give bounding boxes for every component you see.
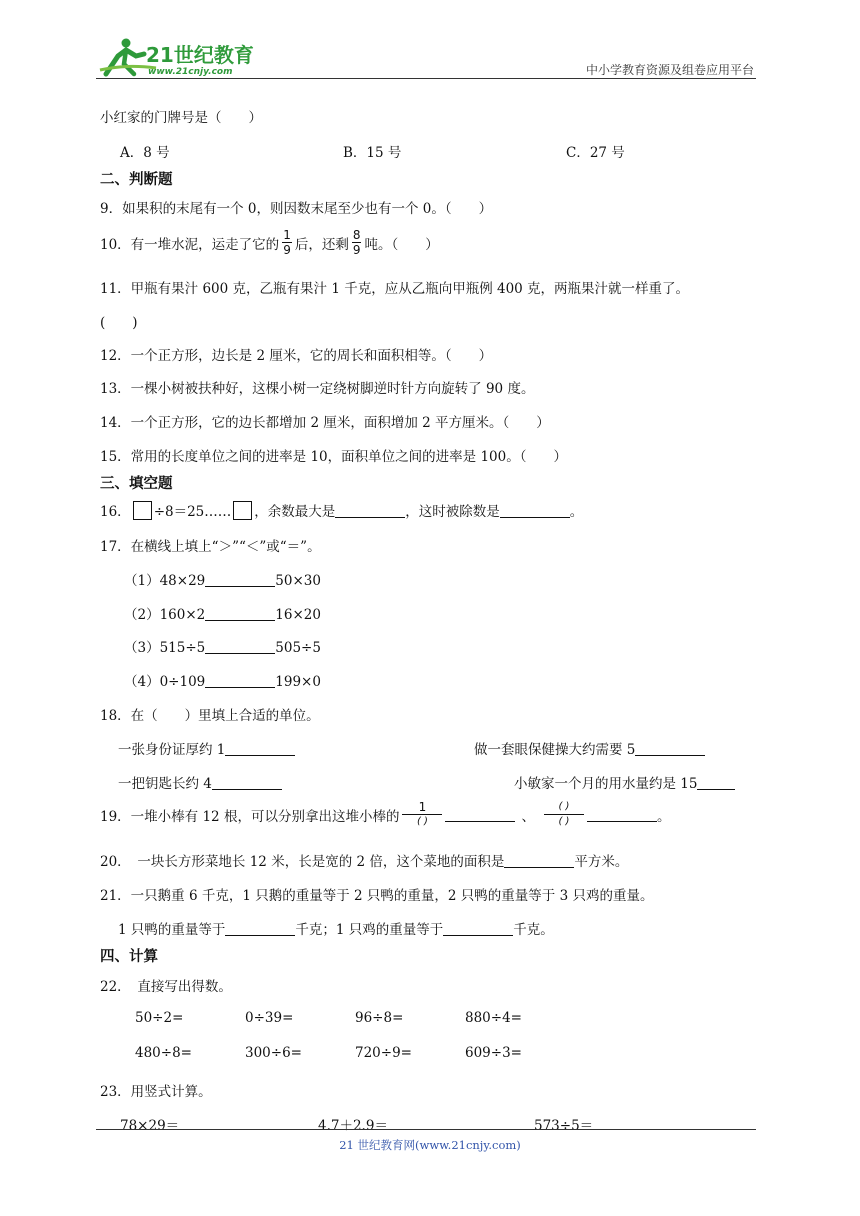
answer-blank[interactable] — [587, 808, 657, 822]
answer-blank[interactable] — [212, 776, 282, 790]
answer-blank[interactable] — [635, 742, 705, 756]
answer-blank[interactable] — [225, 922, 295, 936]
platform-title: 中小学教育资源及组卷应用平台 — [585, 63, 754, 77]
answer-blank[interactable] — [225, 742, 295, 756]
question-20: 20． 一块长方形菜地长 12 米，长是宽的 2 倍，这个菜地的面积是 平方米。 — [100, 854, 629, 870]
question-18: 18．在（ ）里填上合适的单位。 — [100, 708, 320, 724]
q18-item-d: 小敏家一个月的用水量约是 15 — [514, 772, 735, 792]
header-divider — [96, 78, 756, 79]
question-12: 12．一个正方形，边长是 2 厘米，它的周长和面积相等。（ ） — [100, 348, 493, 364]
fraction-blank-blank: $\frac{( )}{( )}$ — [544, 800, 584, 829]
q22-expr: 0÷39= — [245, 1010, 294, 1026]
q10-text-c: 吨。（ ） — [364, 236, 439, 253]
answer-blank[interactable] — [205, 573, 275, 587]
q23-expr: 4.7＋2.9＝ — [318, 1118, 388, 1134]
fraction-8-9: $\frac{8}{9}$ — [352, 228, 361, 257]
question-14: 14．一个正方形，它的边长都增加 2 厘米，面积增加 2 平方厘米。（ ） — [100, 415, 550, 431]
section-calc-heading: 四、计算 — [100, 949, 158, 965]
section-fill-heading: 三、填空题 — [100, 476, 173, 492]
q18-item-a: 一张身份证厚约 1 — [118, 738, 295, 758]
q22-expr: 50÷2= — [135, 1010, 184, 1026]
logo-url: www.21cnjy.com — [148, 67, 233, 77]
question-21-line-2: 1 只鸭的重量等于 千克；1 只鸡的重量等于 千克。 — [118, 922, 554, 938]
footer-divider — [96, 1129, 756, 1130]
question-17: 17．在横线上填上“＞”“＜”或“＝”。 — [100, 539, 321, 555]
question-19: 19．一堆小棒有 12 根，可以分别拿出这堆小棒的 $\frac{1}{( )}$ 、 $\frac{( )}{( )}$ 。 — [100, 800, 671, 827]
question-23: 23．用竖式计算。 — [100, 1084, 212, 1100]
section-judge-heading: 二、判断题 — [100, 172, 173, 188]
answer-blank[interactable] — [504, 854, 574, 868]
option-a: A．8 号 — [120, 145, 170, 161]
answer-blank[interactable] — [500, 504, 570, 518]
q22-expr: 609÷3= — [465, 1045, 522, 1061]
q22-expr: 480÷8= — [135, 1045, 192, 1061]
q10-text-a: 10．有一堆水泥，运走了它的 — [100, 236, 280, 253]
q17-item-4: （4）0÷109 199×0 — [124, 674, 321, 690]
q22-expr: 96÷8= — [355, 1010, 404, 1026]
q17-item-2: （2）160×2 16×20 — [124, 607, 321, 623]
answer-blank[interactable] — [205, 607, 275, 621]
answer-box[interactable] — [233, 501, 252, 520]
question-11-paren: ( ) — [100, 315, 138, 331]
fraction-1-blank: $\frac{1}{( )}$ — [402, 800, 442, 829]
option-b: B．15 号 — [343, 145, 402, 161]
answer-blank[interactable] — [205, 674, 275, 688]
fraction-1-9: $\frac{1}{9}$ — [283, 228, 291, 257]
question-11: 11．甲瓶有果汁 600 克，乙瓶有果汁 1 千克，应从乙瓶向甲瓶例 400 克，两瓶果汁就一样重了。 — [100, 281, 690, 297]
option-c: C．27 号 — [566, 145, 625, 161]
question-13: 13．一棵小树被扶种好，这棵小树一定绕树脚逆时针方向旋转了 90 度。 — [100, 381, 535, 397]
site-logo — [96, 34, 266, 78]
question-10 — [100, 228, 439, 257]
intro-question: 小红家的门牌号是（ ） — [100, 110, 262, 126]
q22-expr: 880÷4= — [465, 1010, 522, 1026]
q18-item-c: 一把钥匙长约 4 — [118, 772, 282, 792]
question-9: 9．如果积的末尾有一个 0，则因数末尾至少也有一个 0。（ ） — [100, 201, 493, 217]
q23-expr: 78×29＝ — [120, 1118, 180, 1134]
answer-blank[interactable] — [697, 776, 735, 790]
footer-link[interactable]: 21 世纪教育网(www.21cnjy.com) — [339, 1138, 521, 1152]
q17-item-3: （3）515÷5 505÷5 — [124, 640, 321, 656]
question-16: 16． ÷8＝25…… ，余数最大是 ，这时被除数是 。 — [100, 500, 583, 520]
answer-blank[interactable] — [445, 808, 515, 822]
q18-item-b: 做一套眼保健操大约需要 5 — [474, 738, 705, 758]
q22-expr: 720÷9= — [355, 1045, 412, 1061]
answer-blank[interactable] — [335, 504, 405, 518]
answer-blank[interactable] — [205, 640, 275, 654]
answer-box[interactable] — [133, 501, 152, 520]
question-22: 22． 直接写出得数。 — [100, 979, 232, 995]
q17-item-1: （1）48×29 50×30 — [124, 573, 321, 589]
q23-expr: 573÷5＝ — [534, 1118, 594, 1134]
q10-text-b: 后，还剩 — [294, 236, 349, 253]
logo-text: 21世纪教育 — [146, 43, 254, 67]
q22-expr: 300÷6= — [245, 1045, 302, 1061]
question-15: 15．常用的长度单位之间的进率是 10，面积单位之间的进率是 100。（ ） — [100, 449, 567, 465]
question-21: 21．一只鹅重 6 千克，1 只鹅的重量等于 2 只鸭的重量，2 只鸭的重量等于 3 只鸡的重量。 — [100, 888, 654, 904]
answer-blank[interactable] — [443, 922, 513, 936]
